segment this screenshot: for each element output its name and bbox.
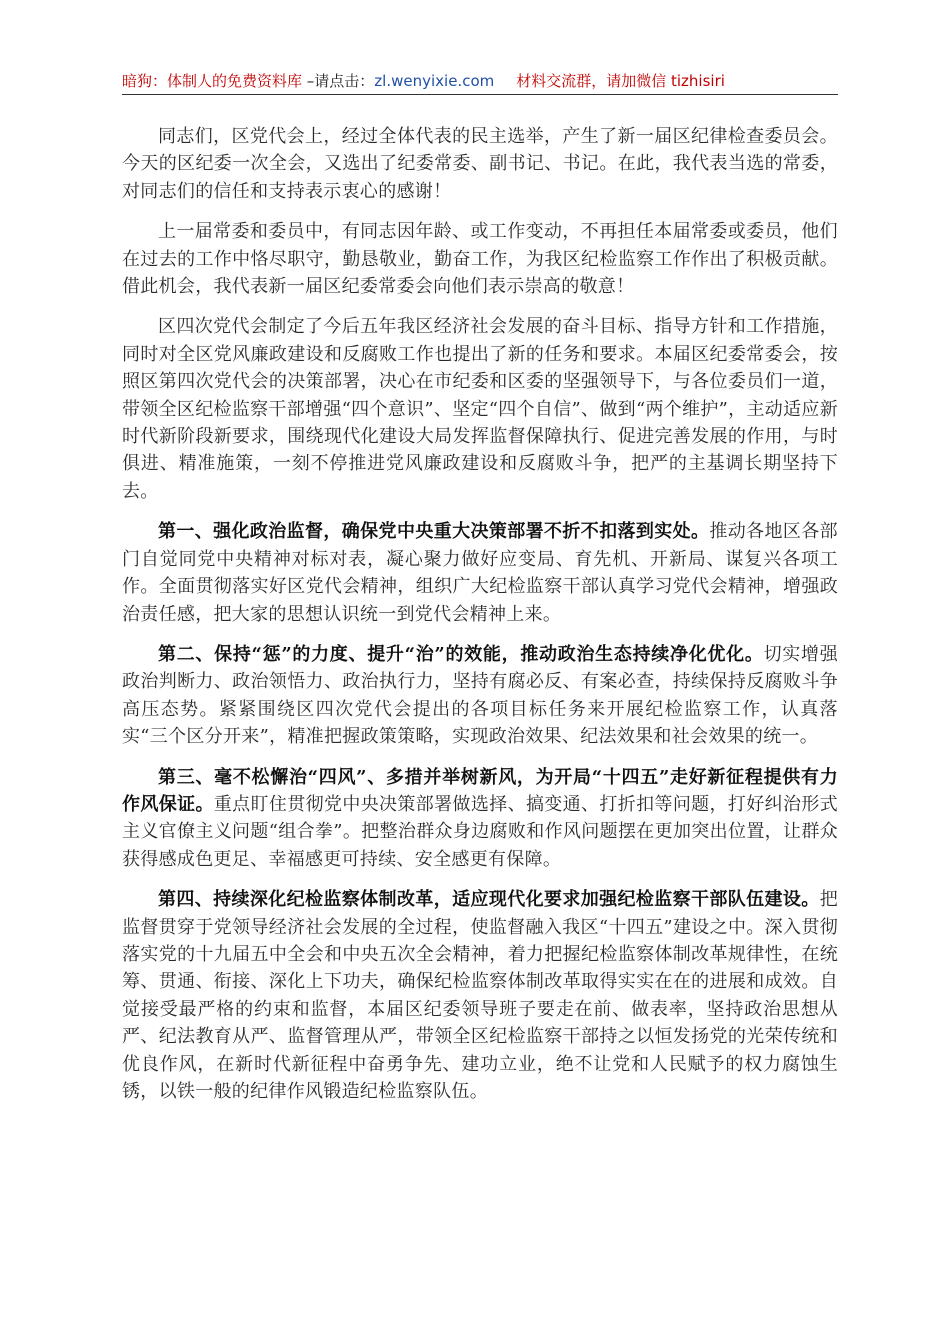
paragraph-text: 上一届常委和委员中，有同志因年龄、或工作变动，不再担任本届常委或委员，他们在过去的工作中恪尽职守，勤恳敬业，勤奋工作，为我区纪检监察工作作出了积极贡献。借此机会，我代表新一届区纪委常委会向他们表示崇高的敬意！ bbox=[122, 221, 838, 298]
paragraph-3 bbox=[122, 313, 838, 505]
paragraph-2 bbox=[122, 218, 838, 300]
header-separator: –请点击： bbox=[302, 72, 375, 90]
paragraph-5 bbox=[122, 641, 838, 751]
paragraph-6 bbox=[122, 764, 838, 874]
paragraph-text: 切实增强政治判断力、政治领悟力、政治执行力，坚持有腐必反、有案必查，持续保持反腐败斗争高压态势。紧紧围绕区四次党代会提出的各项目标任务来开展纪检监察工作，认真落实“三个区分开来”，精准把握政策策略，实现政治效果、纪法效果和社会效果的统一。 bbox=[122, 643, 838, 748]
page-header bbox=[122, 70, 838, 92]
paragraph-text: 区四次党代会制定了今后五年我区经济社会发展的奋斗目标、指导方针和工作措施，同时对全区党风廉政建设和反腐败工作也提出了新的任务和要求。本届区纪委常委会，按照区第四次党代会的决策部署，决心在市纪委和区委的坚强领导下，与各位委员们一道，带领全区纪检监察干部增强“四个意识”、坚定“四个自信”、做到“两个维护”，主动适应新时代新阶段新要求，围绕现代化建设大局发挥监督保障执行、促进完善发展的作用，与时俱进、精准施策，一刻不停推进党风廉政建设和反腐败斗争，把严的主基调长期坚持下去。 bbox=[122, 316, 838, 502]
paragraph-lead: 第一、强化政治监督，确保党中央重大决策部署不折不扣落到实处。 bbox=[158, 521, 710, 543]
paragraph-lead: 第三、毫不松懈治“四风”、多措并举树新风，为开局“十四五”走好新征程提供有力作风保证。 bbox=[122, 766, 838, 815]
paragraph-text: 同志们，区党代会上，经过全体代表的民主选举，产生了新一届区纪律检查委员会。今天的区纪委一次全会，又选出了纪委常委、副书记、书记。在此，我代表当选的常委，对同志们的信任和支持表示衷心的感谢！ bbox=[122, 126, 838, 202]
header-brand: 暗狗：体制人的免费资料库 bbox=[122, 72, 303, 90]
paragraph-lead: 第四、持续深化纪检监察体制改革，适应现代化要求加强纪检监察干部队伍建设。 bbox=[158, 889, 820, 911]
paragraph-7 bbox=[122, 886, 838, 1105]
paragraph-1 bbox=[122, 123, 838, 205]
paragraph-text: 推动各地区各部门自觉同党中央精神对标对表，凝心聚力做好应变局、育先机、开新局、谋复兴各项工作。全面贯彻落实好区党代会精神，组织广大纪检监察干部认真学习党代会精神，增强政治责任感，把大家的思想认识统一到党代会精神上来。 bbox=[122, 521, 838, 625]
paragraph-text: 把监督贯穿于党领导经济社会发展的全过程，使监督融入我区“十四五”建设之中。深入贯彻落实党的十九届五中全会和中央五次全会精神，着力把握纪检监察体制改革规律性，在统筹、贯通、衔接、深化上下功夫，确保纪检监察体制改革取得实实在在的进展和成效。自觉接受最严格的约束和监督，本届区纪委领导班子要走在前、做表率，坚持政治思想从严、纪法教育从严、监督管理从严，带领全区纪检监察干部持之以恒发扬党的光荣传统和优良作风，在新时代新征程中奋勇争先、建功立业，绝不让党和人民赋予的权力腐蚀生锈，以铁一般的纪律作风锻造纪检监察队伍。 bbox=[122, 889, 838, 1102]
header-url-link[interactable]: zl.wenyixie.com bbox=[374, 72, 495, 90]
paragraph-4 bbox=[122, 518, 838, 628]
header-note: 材料交流群，请加微信 tizhisiri bbox=[516, 72, 725, 90]
paragraph-text: 重点盯住贯彻党中央决策部署做选择、搞变通、打折扣等问题，打好纠治形式主义官僚主义问题“组合拳”。把整治群众身边腐败和作风问题摆在更加突出位置，让群众获得感成色更足、幸福感更可持续、安全感更有保障。 bbox=[122, 793, 839, 870]
header-divider bbox=[122, 94, 838, 95]
document-body bbox=[122, 123, 838, 1118]
paragraph-lead: 第二、保持“惩”的力度、提升“治”的效能，推动政治生态持续净化优化。 bbox=[158, 643, 764, 665]
